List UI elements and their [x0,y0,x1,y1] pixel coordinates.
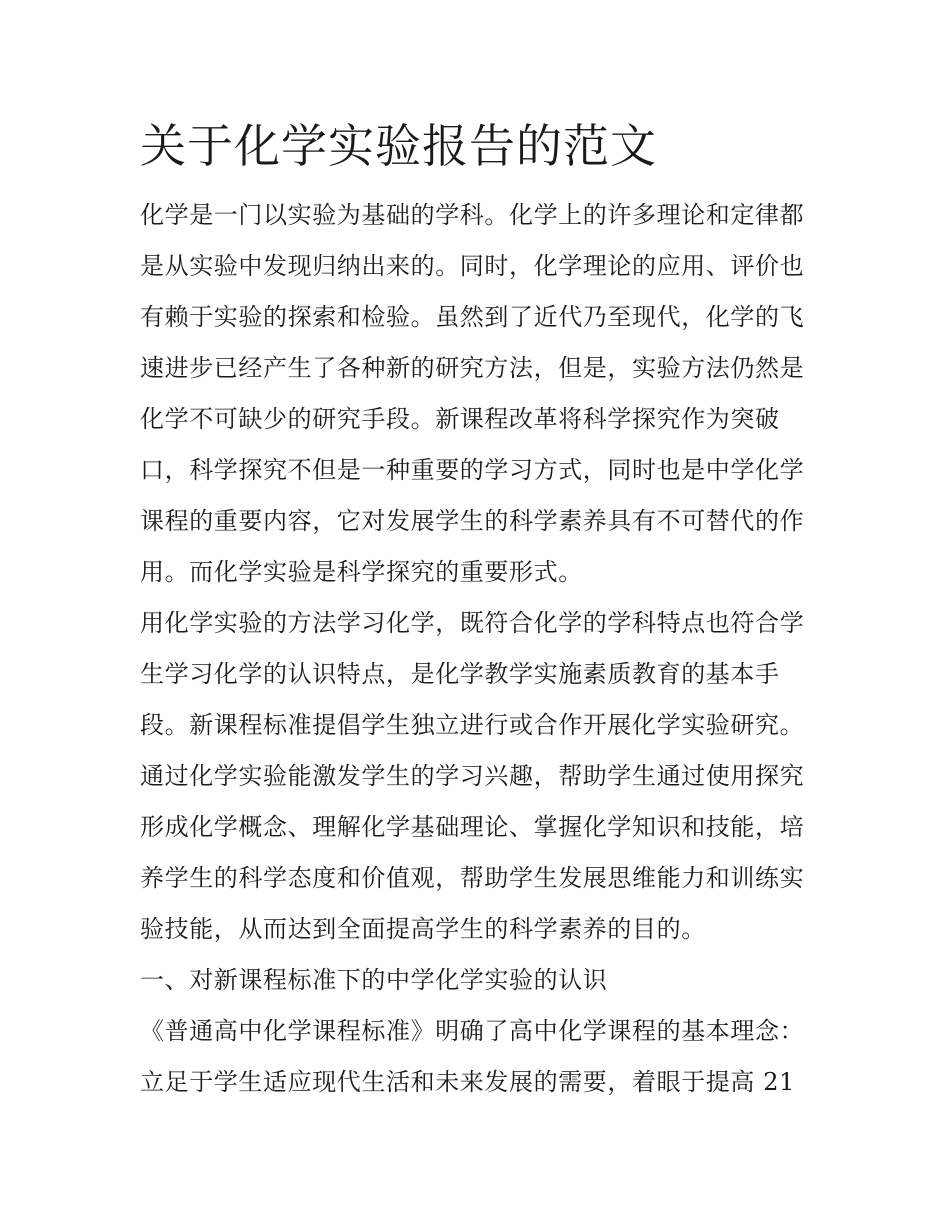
paragraph-line: 用。而化学实验是科学探究的重要形式。 [140,558,583,586]
paragraph-line: 化学是一门以实验为基础的学科。化学上的许多理论和定律都 [140,201,805,229]
paragraph-line: 生学习化学的认识特点，是化学教学实施素质教育的基本手 [140,660,780,688]
paragraph-line: 课程的重要内容，它对发展学生的科学素养具有不可替代的作 [140,507,805,535]
paragraph-line: 形成化学概念、理解化学基础理论、掌握化学知识和技能，培 [140,813,805,841]
document-title: 关于化学实验报告的范文 [140,119,657,173]
paragraph-line: 速进步已经产生了各种新的研究方法，但是，实验方法仍然是 [140,354,805,382]
section-heading: 一、对新课程标准下的中学化学实验的认识 [140,966,608,994]
paragraph-line: 养学生的科学态度和价值观，帮助学生发展思维能力和训练实 [140,864,805,892]
paragraph-line: 是从实验中发现归纳出来的。同时，化学理论的应用、评价也 [140,252,805,280]
paragraph-line: 《普通高中化学课程标准》明确了高中化学课程的基本理念： [140,1017,805,1045]
paragraph-line: 口，科学探究不但是一种重要的学习方式，同时也是中学化学 [140,456,805,484]
paragraph-line: 通过化学实验能激发学生的学习兴趣，帮助学生通过使用探究 [140,762,805,790]
paragraph-line: 用化学实验的方法学习化学，既符合化学的学科特点也符合学 [140,609,805,637]
paragraph-line: 化学不可缺少的研究手段。新课程改革将科学探究作为突破 [140,405,780,433]
paragraph-line: 立足于学生适应现代生活和未来发展的需要，着眼于提高 21 [140,1068,795,1096]
paragraph-line: 验技能，从而达到全面提高学生的科学素养的目的。 [140,915,706,943]
paragraph-line: 有赖于实验的探索和检验。虽然到了近代乃至现代，化学的飞 [140,303,805,331]
paragraph-line: 段。新课程标准提倡学生独立进行或合作开展化学实验研究。 [140,711,805,739]
